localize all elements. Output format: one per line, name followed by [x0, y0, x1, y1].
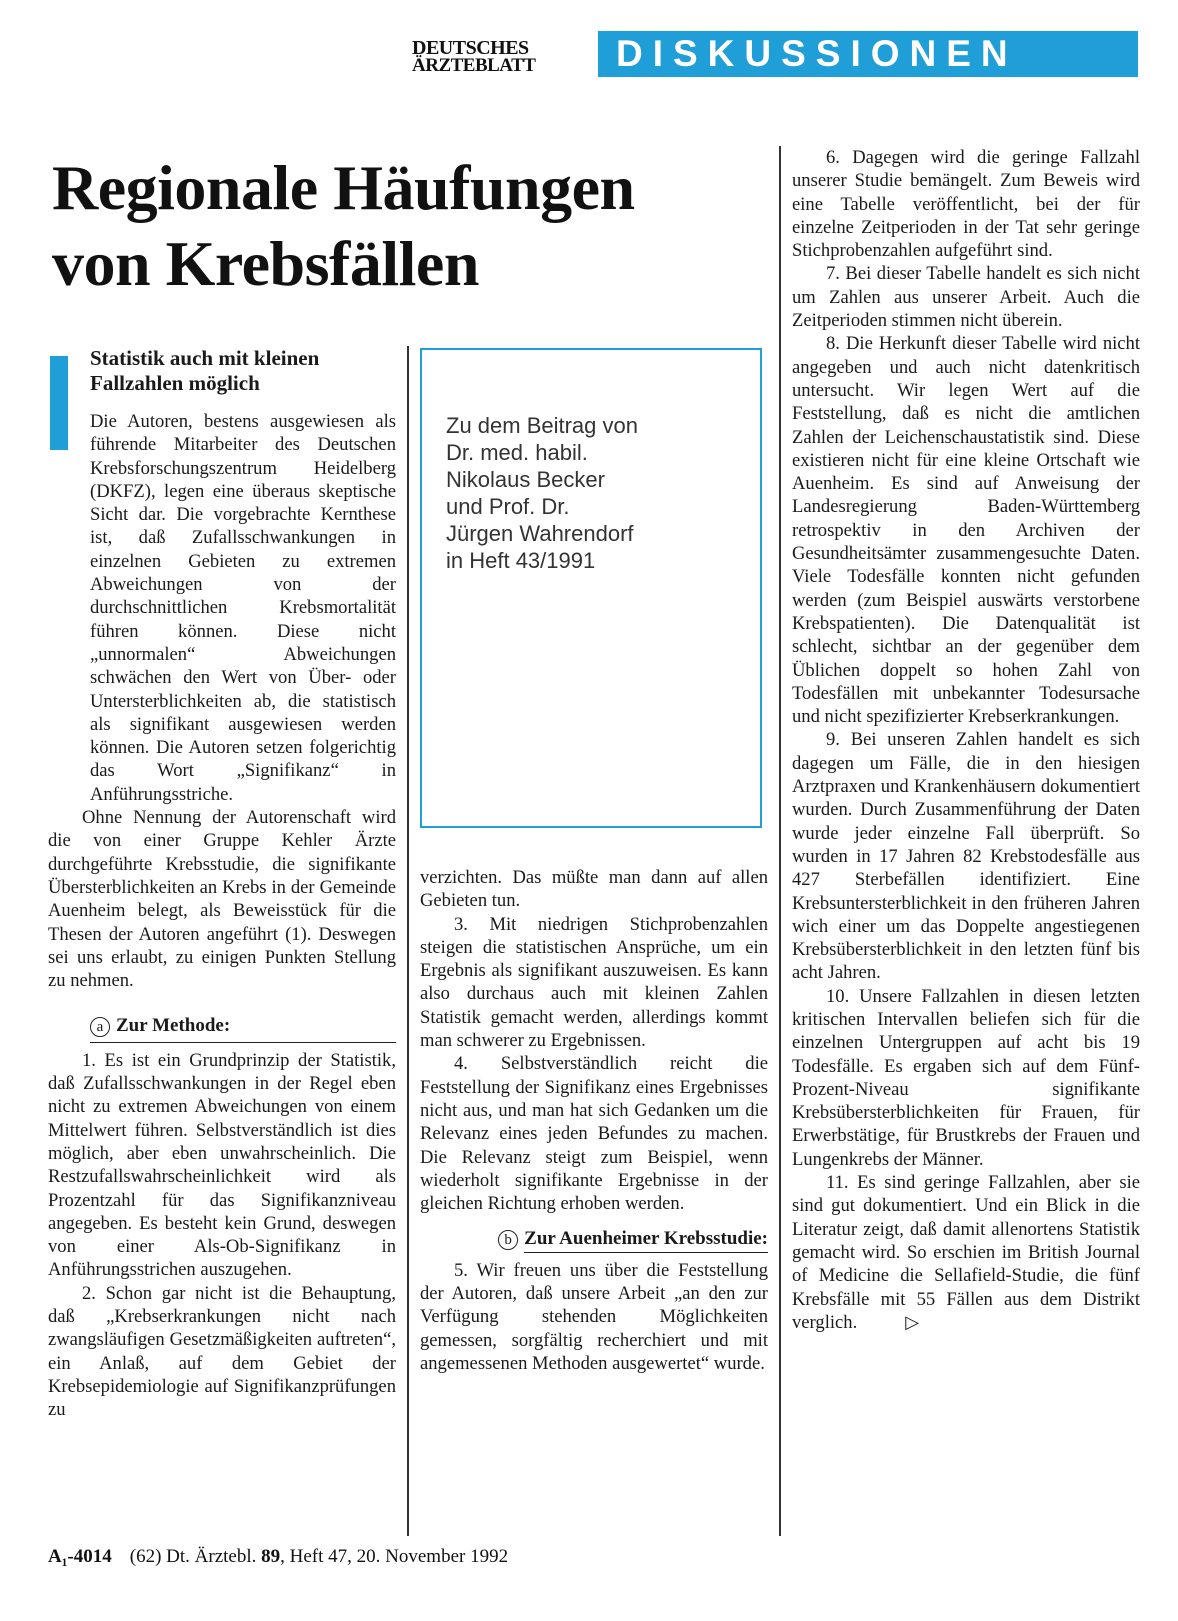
page-footer	[48, 1546, 508, 1568]
article-subheading: Statistik auch mit kleinen Fallzahlen möglich	[90, 346, 320, 395]
citation-suffix: , Heft 47, 20. November 1992	[280, 1546, 509, 1567]
citation-volume: 89	[261, 1546, 281, 1567]
boxout-line: und Prof. Dr.	[446, 494, 570, 519]
method-paragraph-3: 3. Mit niedrigen Stichprobenzahlen steigen die statistischen Ansprüche, um ein Ergebnis als signifikant auszuweisen. Es kann also durchaus auch mit kleinen Zahlen Statistik gemacht werden, allerdings kommt man schwerer zu Ergebnissen.	[420, 913, 768, 1052]
boxout-text	[446, 412, 746, 574]
logo-line-1: DEUTSCHES	[412, 37, 529, 59]
page-code: A₁-4014	[48, 1546, 112, 1567]
intro-paragraph-2: Ohne Nennung der Autorenschaft wird die von einer Gruppe Kehler Ärzte durchgeführte Krebsstudie, die signifikante Übersterblichkeiten an Krebs in der Gemeinde Auenheim belegt, als Beweisstück für die Thesen der Autoren angeführt (1). Deswegen sei uns erlaubt, zu einigen Punkten Stellung zu nehmen.	[48, 807, 396, 992]
method-paragraph-4: 4. Selbstverständlich reicht die Feststellung der Signifikanz eines Ergebnisses nicht aus, und man hat sich Gedanken um die Relevanz eines jeden Befundes zu machen. Die Relevanz steigt zum Beispiel, wenn wiederholt signifikante Ergebnisse in der gleichen Richtung erhoben werden.	[420, 1053, 768, 1215]
study-paragraph-5: 5. Wir freuen uns über die Feststellung der Autoren, daß unsere Arbeit „an den zur Verfügung stehenden Möglichkeiten gemessen, sorgfältig recherchiert und mit angemessenen Methoden ausgewertet“ wurde.	[420, 1259, 768, 1374]
study-paragraph-9: 9. Bei unseren Zahlen handelt es sich dagegen um Fälle, die in den hiesigen Arztpraxen und Krankenhäusern dokumentiert wurden. Durch Zusammenführung der Daten wurde jeder einzelne Fall überprüft. So wurden in 17 Jahren 82 Krebstodesfälle aus 427 Sterbefällen identifiziert. Eine Krebsuntersterblichkeit in den früheren Jahren wich einer um das Doppelte angestiegenen Krebsübersterblichkeit in den letzten fünf bis acht Jahren.	[792, 729, 1140, 984]
boxout-line: in Heft 43/1991	[446, 548, 596, 573]
section-marker-a: a	[90, 1017, 110, 1037]
boxout-line: Jürgen Wahrendorf	[446, 521, 634, 546]
boxout-line: Zu dem Beitrag von	[446, 413, 638, 438]
paragraph-text: 11. Es sind geringe Fallzahlen, aber sie sind gut dokumentiert. Und ein Blick in die Literatur zeigt, daß damit allenortens Statistik gemacht wird. So erschien im British Journal of Medicine die Sellafield-Studie, die fünf Krebsfälle mit 55 Fällen aus dem Distrikt verglich.	[792, 1172, 1140, 1333]
section-heading-label: Zur Methode:	[116, 1015, 231, 1037]
method-paragraph-1: 1. Es ist ein Grundprinzip der Statistik, daß Zufallsschwankungen in der Regel eben nicht zu extremen Abweichungen von einem Mittelwert führen. Selbstverständlich ist dies möglich, aber eben unwahrscheinlich. Die Restzufallswahrscheinlichkeit wird als Prozentzahl für das Signifikanzniveau angegeben. Es besteht kein Grund, deswegen von einer Als-Ob-Signifikanz in Anführungsstrichen auszugehen.	[48, 1049, 396, 1281]
column-1	[48, 346, 396, 1421]
reference-boxout	[420, 348, 762, 828]
section-banner	[598, 31, 1138, 77]
title-line-2: von Krebsfällen	[52, 228, 479, 299]
continuation-text: verzichten. Das müßte man dann auf allen Gebieten tun.	[420, 867, 768, 912]
section-marker-b: b	[498, 1230, 518, 1250]
study-paragraph-11	[792, 1171, 1140, 1334]
section-label: DISKUSSIONEN	[616, 33, 1018, 74]
column-3	[792, 146, 1140, 1334]
study-paragraph-10: 10. Unsere Fallzahlen in diesen letzten kritischen Intervallen beliefen sich für die einzelnen Untergruppen auf acht bis 19 Todesfälle. Es ergaben sich auf dem Fünf-Prozent-Niveau signifikante Krebsübersterblichkeiten für Frauen, für Erwerbstätige, für Brustkrebs der Frauen und Lungenkrebs der Männer.	[792, 985, 1140, 1170]
column-divider-1	[407, 346, 409, 1536]
column-2	[420, 866, 768, 1375]
method-paragraph-2: 2. Schon gar nicht ist die Behauptung, daß „Krebserkrankungen nicht nach zwangsläufigen Gesetzmäßigkeiten auftreten“, ein Anlaß, auf dem Gebiet der Krebsepidemiologie auf Signifikanzprüfungen zu	[48, 1282, 396, 1421]
continue-arrow-icon: ▷	[905, 1311, 920, 1333]
column-divider-2	[779, 146, 781, 1536]
article-title	[52, 150, 772, 302]
study-paragraph-7: 7. Bei dieser Tabelle handelt es sich nicht um Zahlen aus unserer Arbeit. Auch die Zeitperioden stimmen nicht überein.	[792, 263, 1140, 332]
section-heading-method	[90, 1014, 396, 1042]
section-heading-study	[420, 1227, 768, 1250]
citation-prefix: (62) Dt. Ärztebl.	[129, 1546, 257, 1567]
intro-paragraph-1: Die Autoren, bestens ausgewiesen als führende Mitarbeiter des Deutschen Krebsforschungszentrum Heidelberg (DKFZ), legen eine überaus skeptische Sicht dar. Die vorgebrachte Kernthese ist, daß Zufallsschwankungen in einzelnen Gebieten zu extremen Abweichungen von der durchschnittlichen Krebsmortalität führen können. Diese nicht „unnormalen“ Abweichungen schwächen den Wert von Über- oder Untersterblichkeiten ab, die statistisch als signifikant ausgewiesen werden können. Die Autoren setzen folgerichtig das Wort „Signifikanz“ in Anführungsstriche.	[90, 411, 396, 805]
study-paragraph-8: 8. Die Herkunft dieser Tabelle wird nicht angegeben und auch nicht datenkritisch untersucht. Wir legen Wert auf die Feststellung, daß es nicht die amtlichen Zahlen der Leichenschaustatistik sind. Diese existieren nicht für eine kleine Ortschaft wie Auenheim. Es sind auf Anweisung der Landesregierung Baden-Württemberg retrospektiv in den Archiven der Gesundheitsämter zusammengesuchte Daten. Viele Todesfälle konnten nicht gefunden werden (zum Beispiel auswärts verstorbene Krebspatienten). Die Datenqualität ist schlecht, sichtbar an der gegenüber dem Üblichen doppelt so hohen Zahl von Todesfällen mit unbekannter Todesursache und nicht spezifizierter Krebserkrankungen.	[792, 333, 1140, 728]
boxout-line: Dr. med. habil.	[446, 440, 588, 465]
study-paragraph-6: 6. Dagegen wird die geringe Fallzahl unserer Studie bemängelt. Zum Beweis wird eine Tabelle veröffentlicht, bei der für einzelne Zeitperioden in der Tat sehr geringe Stichprobenzahlen aufgeführt sind.	[792, 147, 1140, 262]
section-heading-label: Zur Auenheimer Krebsstudie:	[524, 1228, 768, 1253]
logo-line-2: ÄRZTEBLATT	[412, 55, 536, 76]
boxout-line: Nikolaus Becker	[446, 467, 605, 492]
journal-logo	[412, 37, 588, 76]
title-line-1: Regionale Häufungen	[52, 152, 635, 223]
